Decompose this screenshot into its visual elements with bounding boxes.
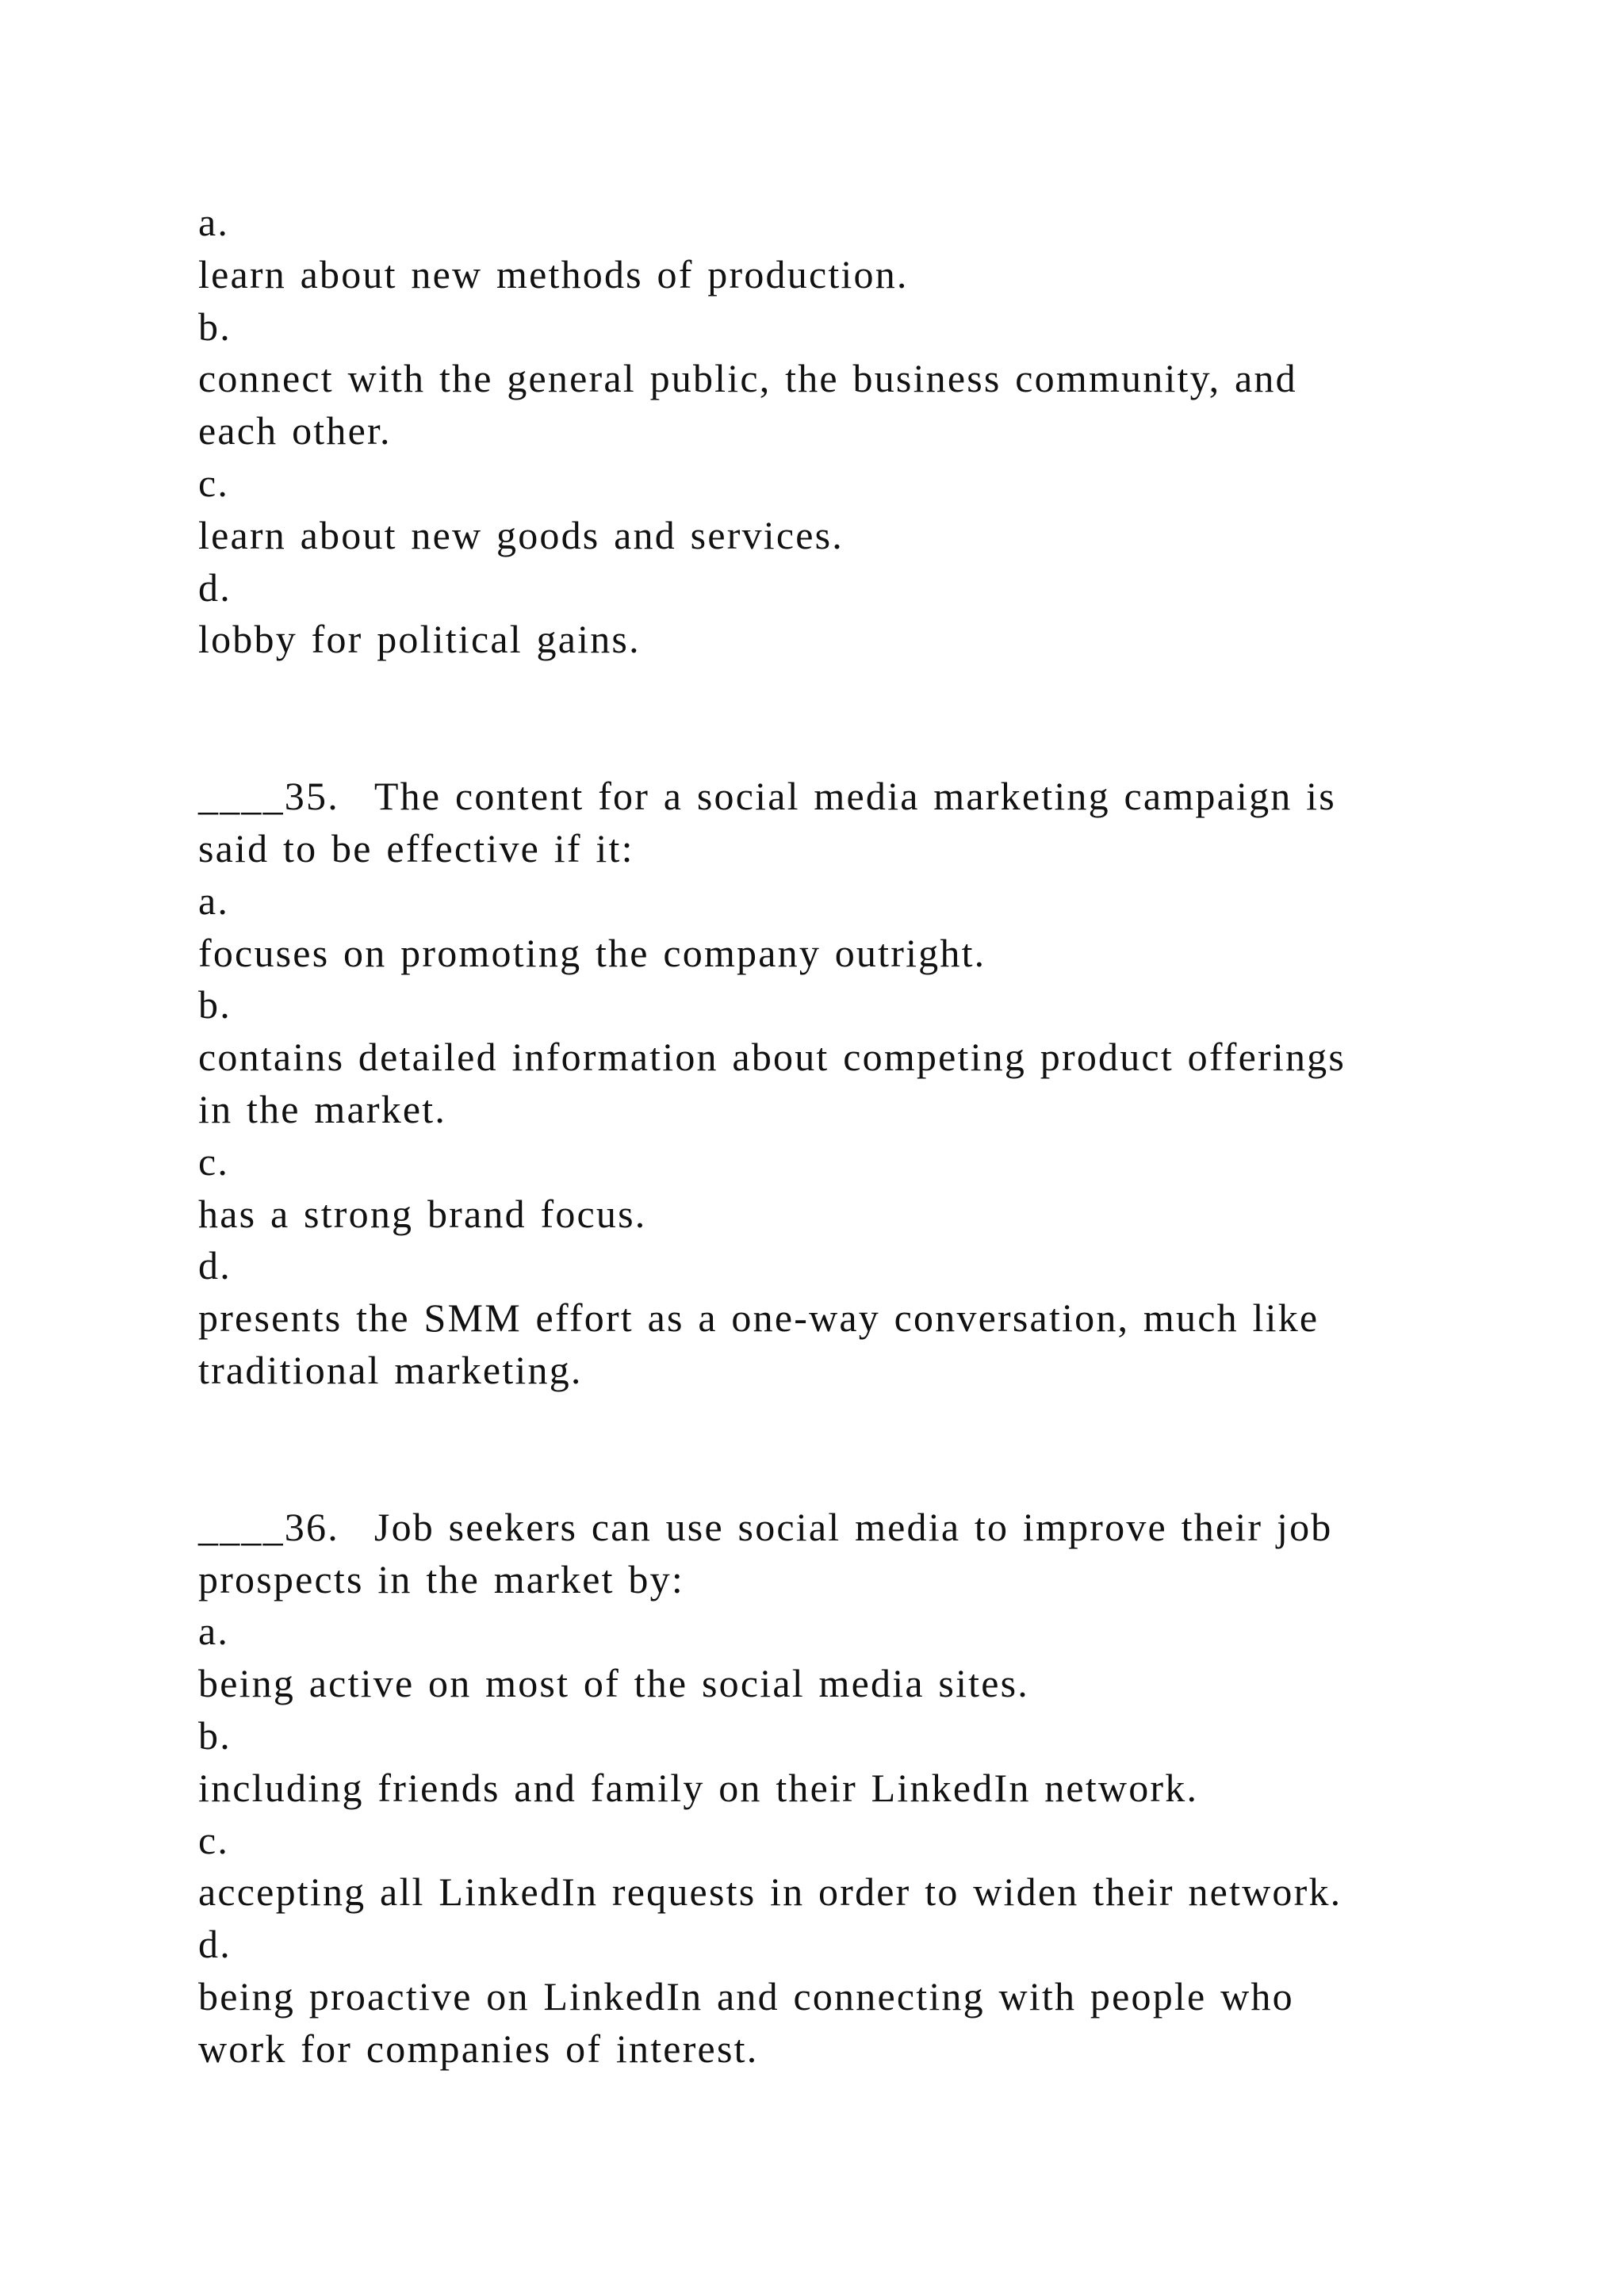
option-letter: c. <box>198 1817 230 1862</box>
question-number: ____35. <box>198 774 339 819</box>
question-stem-text: Job seekers can use social media to improve their job <box>373 1504 1333 1549</box>
question-stem <box>198 771 1499 823</box>
spacer <box>198 666 1499 771</box>
option-letter: a. <box>198 878 230 923</box>
option-letter: b. <box>198 1712 232 1758</box>
question-stem-text: prospects in the market by: <box>198 1556 684 1601</box>
question-36 <box>198 1502 1499 2076</box>
option-text: being proactive on LinkedIn and connecting with people who <box>198 1973 1294 2019</box>
option-text: presents the SMM effort as a one-way conversation, much like <box>198 1295 1320 1341</box>
question-stem <box>198 1502 1499 1554</box>
question-stem-text: said to be effective if it: <box>198 825 634 871</box>
option-text: being active on most of the social media sites. <box>198 1661 1030 1706</box>
option-text: accepting all LinkedIn requests in order to widen their network. <box>198 1869 1342 1915</box>
option-text: work for companies of interest. <box>198 2026 759 2071</box>
option-letter: d. <box>198 1243 232 1288</box>
option-text: connect with the general public, the business community, and <box>198 356 1297 401</box>
option-text: has a strong brand focus. <box>198 1191 647 1236</box>
option-text: focuses on promoting the company outright. <box>198 930 986 975</box>
option-letter: b. <box>198 982 232 1027</box>
option-letter: c. <box>198 460 230 505</box>
option-letter: a. <box>198 1609 230 1654</box>
option-text: traditional marketing. <box>198 1347 583 1392</box>
option-letter: c. <box>198 1138 230 1184</box>
page-content <box>198 197 1499 2076</box>
question-number: ____36. <box>198 1504 339 1549</box>
option-text: learn about new methods of production. <box>198 251 909 297</box>
question-35 <box>198 771 1499 1397</box>
option-text: lobby for political gains. <box>198 617 641 662</box>
spacer <box>198 1397 1499 1502</box>
option-letter: d. <box>198 1922 232 1967</box>
option-text: each other. <box>198 408 392 453</box>
option-text: contains detailed information about competing product offerings <box>198 1035 1346 1080</box>
option-letter: a. <box>198 200 230 244</box>
option-letter: b. <box>198 304 232 349</box>
question-34-options <box>198 197 1499 666</box>
option-letter: d. <box>198 564 232 610</box>
question-stem-text: The content for a social media marketing campaign is <box>373 774 1336 819</box>
option-text: learn about new goods and services. <box>198 512 844 557</box>
option-text: including friends and family on their LinkedIn network. <box>198 1765 1199 1810</box>
option-text: in the market. <box>198 1086 447 1131</box>
